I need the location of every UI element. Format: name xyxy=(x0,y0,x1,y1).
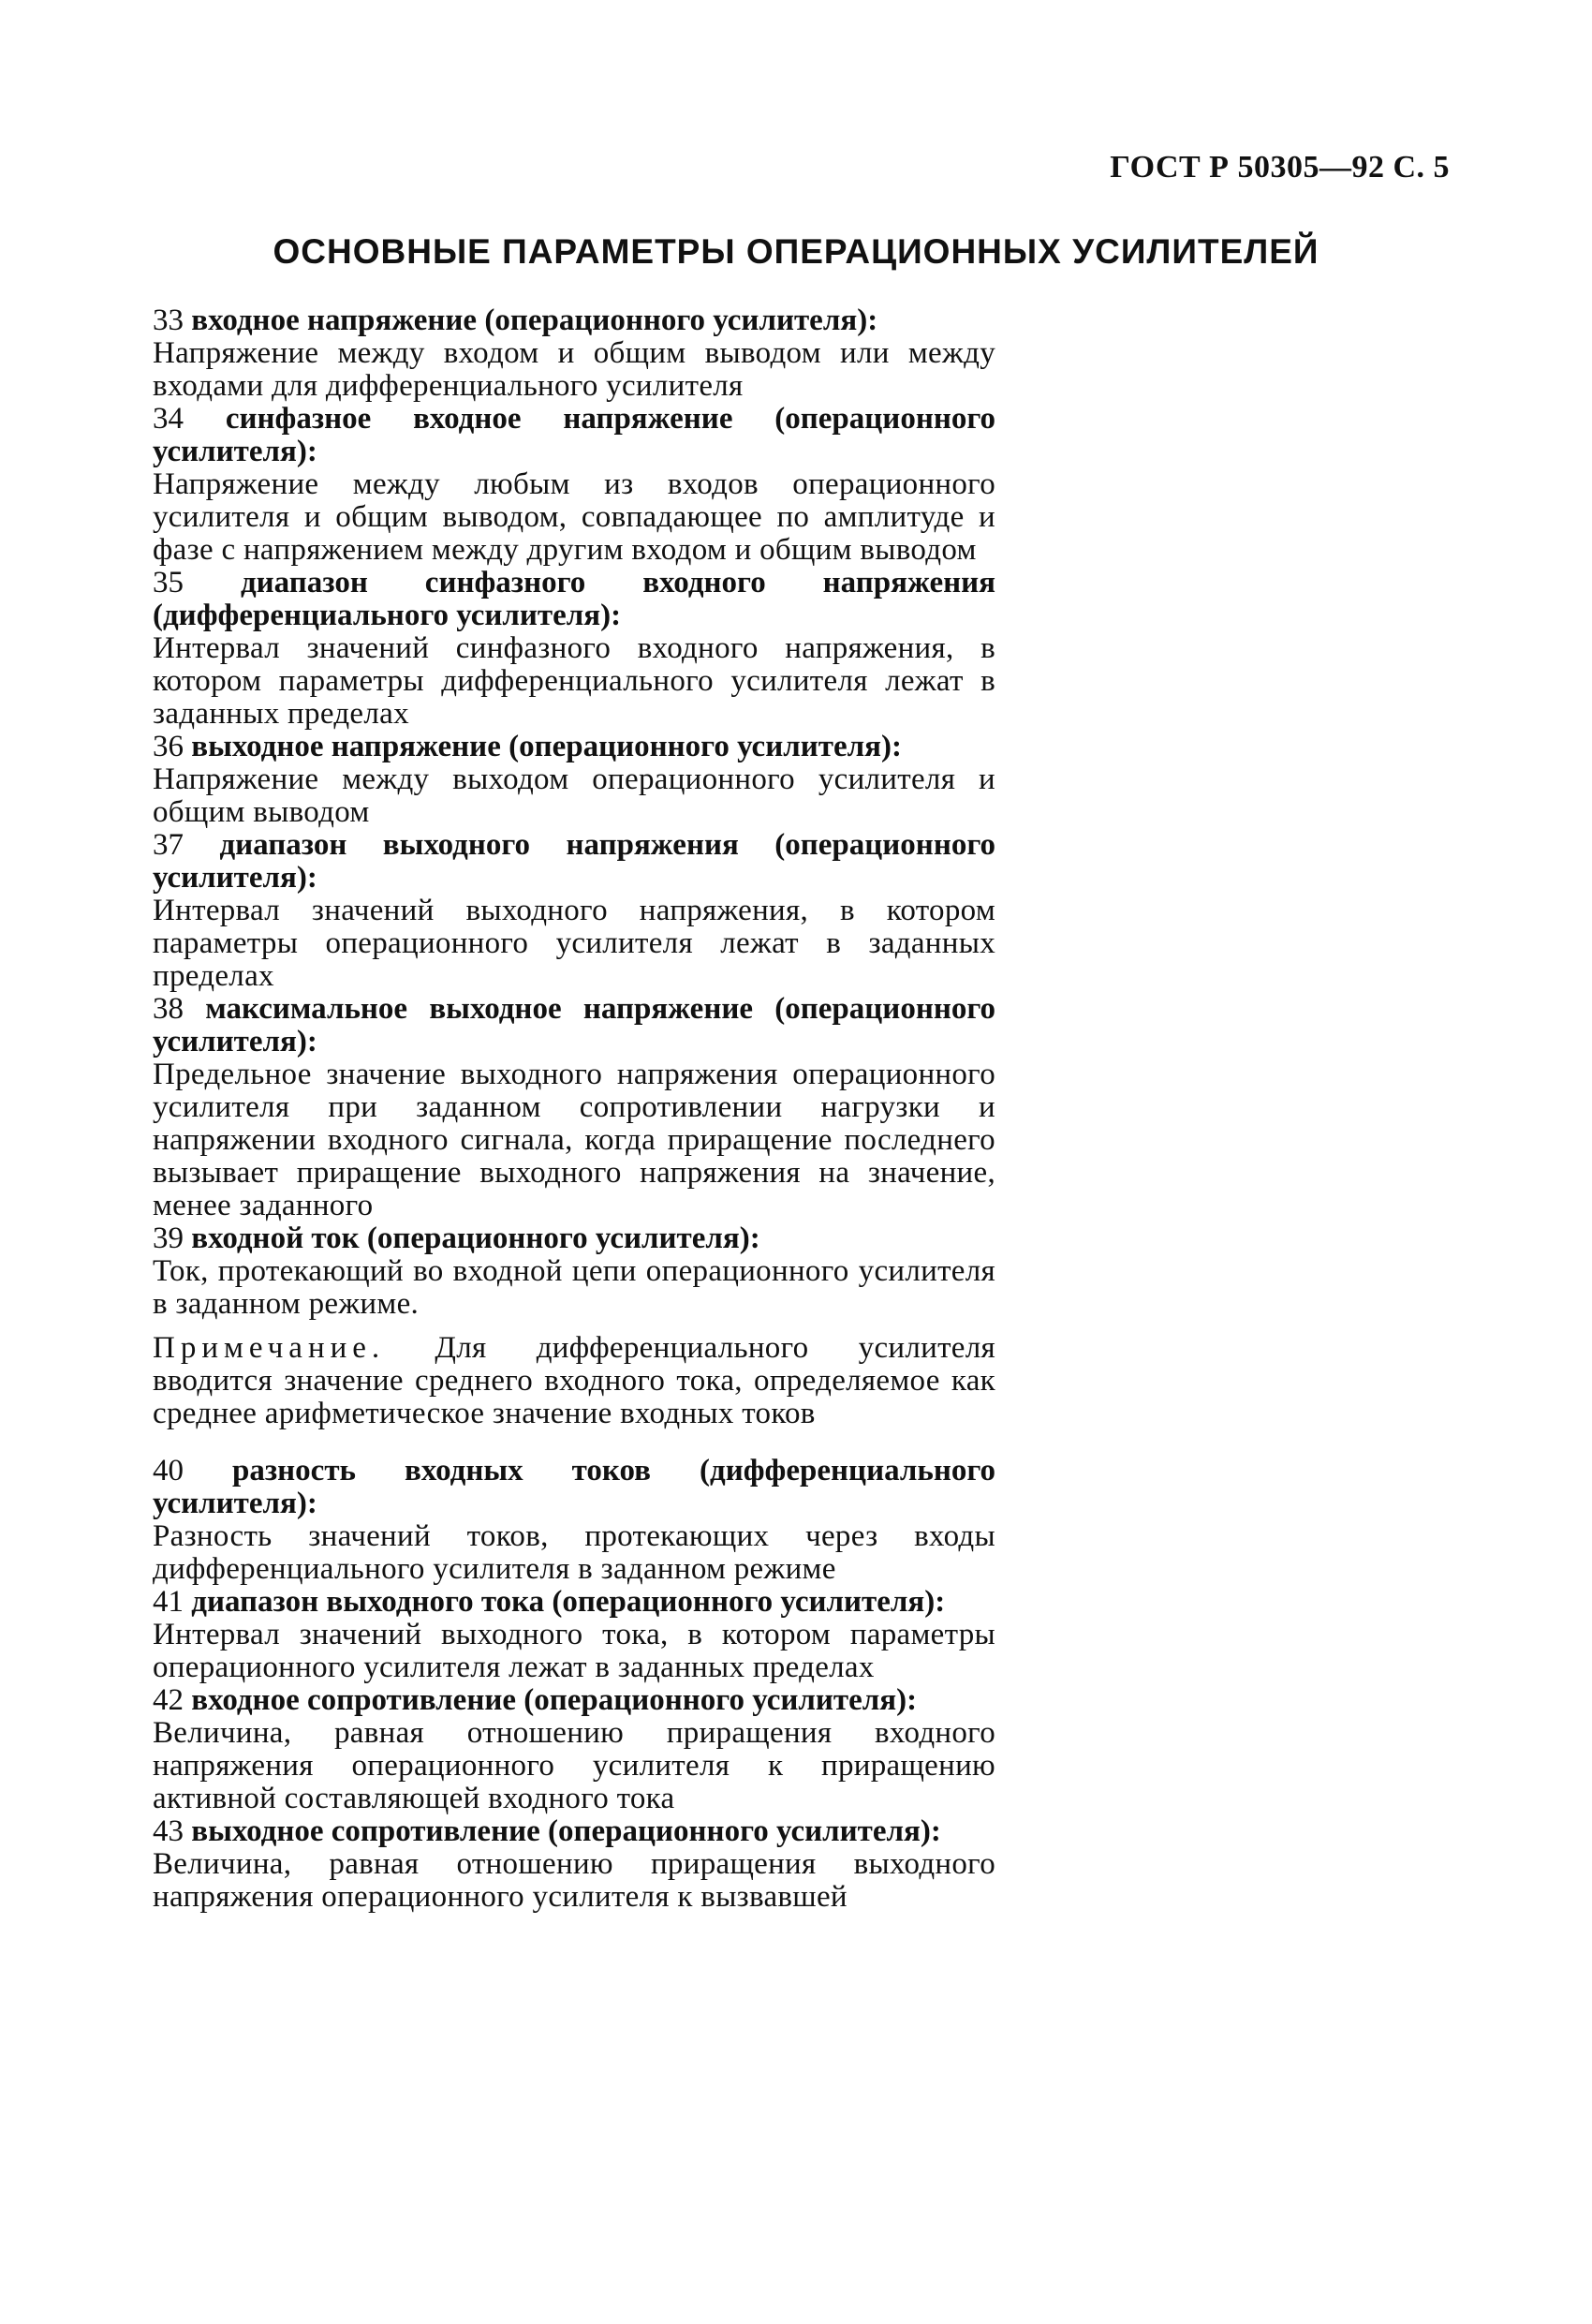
term-number: 38 xyxy=(153,992,184,1026)
term-number: 34 xyxy=(153,402,184,436)
term-name: входной ток (операционного усилителя): xyxy=(191,1221,760,1255)
term-entry-35 xyxy=(153,567,995,731)
term-definition: Напряжение между входом и общим выводом или между входами для дифференциального усилителя xyxy=(153,336,995,403)
running-header: ГОСТ Р 50305—92 С. 5 xyxy=(1110,150,1450,185)
term-definition: Интервал значений выходного тока, в котором параметры операционного усилителя лежат в заданных пределах xyxy=(153,1618,995,1684)
term-heading xyxy=(153,1815,995,1848)
term-definition: Ток, протекающий во входной цепи операционного усилителя в заданном режиме. xyxy=(153,1254,995,1321)
term-number: 37 xyxy=(153,828,184,862)
term-number: 35 xyxy=(153,566,184,600)
term-name: диапазон выходного напряжения (операционного усилителя): xyxy=(153,828,995,895)
term-definition: Величина, равная отношению приращения входного напряжения операционного усилителя к приращению активной составляющей входного тока xyxy=(153,1716,995,1815)
term-entry-38 xyxy=(153,993,995,1222)
term-name: выходное напряжение (операционного усилителя): xyxy=(191,730,902,763)
term-name: диапазон синфазного входного напряжения (дифференциального усилителя): xyxy=(153,566,995,632)
term-name: выходное сопротивление (операционного усилителя): xyxy=(191,1814,941,1848)
note-label: Примечание. xyxy=(153,1331,386,1365)
term-entry-39 xyxy=(153,1222,995,1430)
term-entry-40 xyxy=(153,1455,995,1586)
term-entry-34 xyxy=(153,403,995,567)
note-text: Для дифференциального усилителя вводится значение среднего входного тока, определяемое как среднее арифметическое значение входных токов xyxy=(153,1331,995,1430)
term-heading xyxy=(153,567,995,632)
term-definition: Напряжение между выходом операционного усилителя и общим выводом xyxy=(153,762,995,829)
term-entry-33 xyxy=(153,304,995,403)
term-name: входное сопротивление (операционного усилителя): xyxy=(191,1683,918,1717)
term-heading xyxy=(153,1455,995,1520)
term-heading xyxy=(153,829,995,895)
term-heading xyxy=(153,731,995,763)
term-definition: Интервал значений синфазного входного напряжения, в котором параметры дифференциального усилителя лежат в заданных пределах xyxy=(153,631,995,731)
term-number: 43 xyxy=(153,1814,184,1848)
terms-list xyxy=(153,304,995,1914)
term-definition: Разность значений токов, протекающих через входы дифференциального усилителя в заданном режиме xyxy=(153,1519,995,1586)
term-definition: Предельное значение выходного напряжения операционного усилителя при заданном сопротивлении нагрузки и напряжении входного сигнала, когда приращение последнего вызывает приращение выходного напряжения на значение, менее заданного xyxy=(153,1058,995,1222)
term-name: разность входных токов (дифференциального усилителя): xyxy=(153,1454,996,1520)
term-heading xyxy=(153,304,995,337)
term-heading xyxy=(153,1586,995,1619)
term-definition: Интервал значений выходного напряжения, в котором параметры операционного усилителя лежат в заданных пределах xyxy=(153,894,995,993)
term-note xyxy=(153,1332,995,1430)
term-name: диапазон выходного тока (операционного усилителя): xyxy=(191,1585,946,1619)
term-entry-43 xyxy=(153,1815,995,1914)
term-number: 40 xyxy=(153,1454,184,1488)
term-entry-37 xyxy=(153,829,995,993)
term-heading xyxy=(153,1222,995,1255)
term-entry-36 xyxy=(153,731,995,829)
term-heading xyxy=(153,993,995,1058)
term-number: 39 xyxy=(153,1221,184,1255)
term-heading xyxy=(153,1684,995,1717)
term-entry-41 xyxy=(153,1586,995,1684)
term-definition: Величина, равная отношению приращения выходного напряжения операционного усилителя к вызвавшей xyxy=(153,1847,995,1914)
term-name: синфазное входное напряжение (операционного усилителя): xyxy=(153,402,996,468)
term-number: 36 xyxy=(153,730,184,763)
term-definition: Напряжение между любым из входов операционного усилителя и общим выводом, совпадающее по амплитуде и фазе с напряжением между другим входом и общим выводом xyxy=(153,467,995,567)
term-name: входное напряжение (операционного усилителя): xyxy=(191,303,878,337)
term-number: 33 xyxy=(153,303,184,337)
term-number: 41 xyxy=(153,1585,184,1619)
term-number: 42 xyxy=(153,1683,184,1717)
term-entry-42 xyxy=(153,1684,995,1815)
term-name: максимальное выходное напряжение (операционного усилителя): xyxy=(153,992,996,1058)
term-heading xyxy=(153,403,995,468)
section-heading: ОСНОВНЫЕ ПАРАМЕТРЫ ОПЕРАЦИОННЫХ УСИЛИТЕЛЕЙ xyxy=(273,232,1319,271)
